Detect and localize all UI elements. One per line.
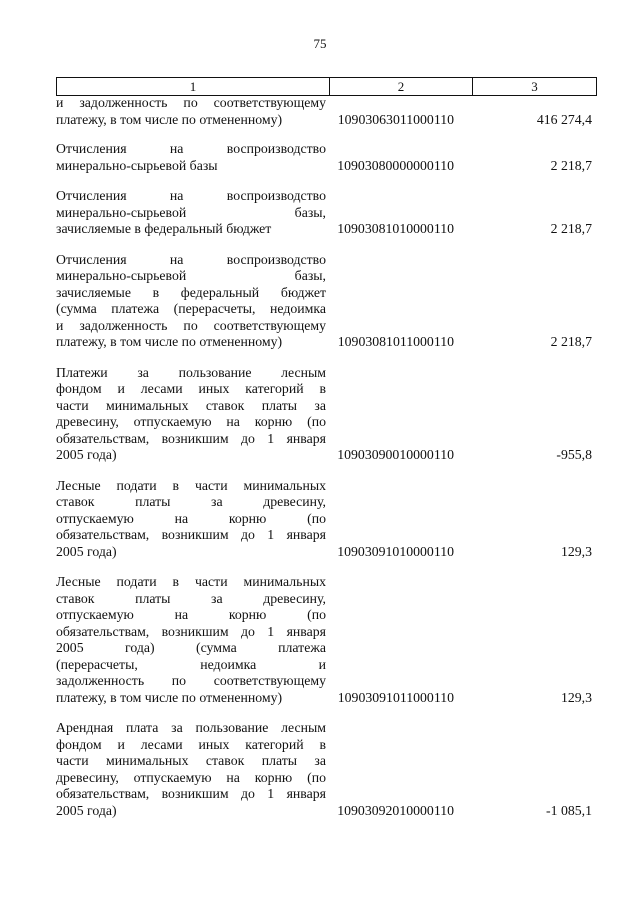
table-row bbox=[56, 478, 597, 561]
description-line: ставок платы за древесину, bbox=[56, 494, 326, 509]
amount-value: -1 085,1 bbox=[546, 802, 592, 818]
budget-code: 10903092010000110 bbox=[337, 802, 454, 818]
description-line: Отчисления на воспроизводство bbox=[56, 188, 326, 203]
description-line: минерально-сырьевой базы, bbox=[56, 268, 326, 283]
table-row bbox=[56, 188, 597, 238]
amount-value: 416 274,4 bbox=[536, 111, 592, 127]
description-line: (перерасчеты, недоимка и bbox=[56, 656, 326, 672]
amount-value: 129,3 bbox=[560, 543, 592, 559]
description-line: Отчисления на воспроизводство bbox=[56, 251, 326, 267]
description-line: 2005 года) bbox=[56, 802, 117, 818]
row-description bbox=[56, 478, 326, 561]
description-line: зачисляемые в федеральный бюджет bbox=[56, 221, 272, 236]
description-line: платежу, в том числе по отмененному) bbox=[56, 689, 283, 705]
budget-code: 10903091011000110 bbox=[337, 689, 454, 705]
amount-value: 2 218,7 bbox=[550, 157, 592, 173]
budget-code: 10903063011000110 bbox=[337, 111, 454, 127]
budget-code: 10903091010000110 bbox=[337, 543, 454, 559]
table-row bbox=[56, 252, 597, 351]
description-line: платежу, в том числе по отмененному) bbox=[56, 111, 283, 127]
column-1-header: 1 bbox=[57, 78, 330, 95]
description-line: задолженность по соответствующему bbox=[56, 673, 326, 688]
description-line: обязательствам, возникшим до 1 января bbox=[56, 430, 326, 446]
amount-value: 2 218,7 bbox=[550, 221, 592, 236]
page-number: 75 bbox=[313, 36, 327, 51]
table-body bbox=[56, 95, 597, 833]
table-header-row bbox=[56, 77, 597, 96]
description-line: древесину, отпускаемую на корню (по bbox=[56, 414, 326, 429]
budget-code: 10903080000000110 bbox=[337, 157, 454, 173]
description-line: фондом и лесами иных категорий в bbox=[56, 381, 326, 396]
description-line: Отчисления на воспроизводство bbox=[56, 141, 326, 156]
description-line: отпускаемую на корню (по bbox=[56, 510, 326, 526]
description-line: (сумма платежа (перерасчеты, недоимка bbox=[56, 301, 326, 316]
description-line: зачисляемые в федеральный бюджет bbox=[56, 284, 326, 300]
amount-value: 129,3 bbox=[560, 689, 592, 705]
table-row bbox=[56, 95, 597, 128]
description-line: минерально-сырьевой базы bbox=[56, 157, 218, 173]
description-line: минерально-сырьевой базы, bbox=[56, 204, 326, 220]
budget-code: 10903081011000110 bbox=[337, 334, 454, 349]
column-3-header: 3 bbox=[531, 78, 538, 94]
table-row bbox=[56, 720, 597, 819]
description-line: обязательствам, возникшим до 1 января bbox=[56, 623, 326, 639]
description-line: и задолженность по соответствующему bbox=[56, 95, 326, 110]
description-line: и задолженность по соответствующему bbox=[56, 317, 326, 333]
row-description bbox=[56, 574, 326, 706]
column-2-header: 2 bbox=[330, 78, 473, 95]
amount-value: 2 218,7 bbox=[550, 334, 592, 349]
row-description bbox=[56, 252, 326, 351]
table-row bbox=[56, 574, 597, 706]
amount-value: -955,8 bbox=[556, 447, 592, 462]
description-line: фондом и лесами иных категорий в bbox=[56, 736, 326, 752]
description-line: обязательствам, возникшим до 1 января bbox=[56, 527, 326, 542]
description-line: 2005 года) (сумма платежа bbox=[56, 640, 326, 655]
table-row bbox=[56, 365, 597, 464]
row-description bbox=[56, 95, 326, 128]
budget-code: 10903090010000110 bbox=[337, 447, 454, 462]
budget-code: 10903081010000110 bbox=[337, 221, 454, 236]
description-line: Платежи за пользование лесным bbox=[56, 364, 326, 380]
row-description bbox=[56, 188, 326, 238]
description-line: Лесные подати в части минимальных bbox=[56, 574, 326, 589]
description-line: Лесные подати в части минимальных bbox=[56, 477, 326, 493]
description-line: ставок платы за древесину, bbox=[56, 590, 326, 606]
description-line: части минимальных ставок платы за bbox=[56, 397, 326, 413]
description-line: 2005 года) bbox=[56, 543, 117, 559]
description-line: обязательствам, возникшим до 1 января bbox=[56, 786, 326, 801]
row-description bbox=[56, 141, 326, 174]
description-line: древесину, отпускаемую на корню (по bbox=[56, 769, 326, 785]
description-line: отпускаемую на корню (по bbox=[56, 607, 326, 622]
row-description bbox=[56, 365, 326, 464]
description-line: 2005 года) bbox=[56, 447, 117, 462]
table-row bbox=[56, 141, 597, 174]
description-line: части минимальных ставок платы за bbox=[56, 753, 326, 768]
description-line: Арендная плата за пользование лесным bbox=[56, 720, 326, 735]
description-line: платежу, в том числе по отмененному) bbox=[56, 334, 283, 349]
row-description bbox=[56, 720, 326, 819]
